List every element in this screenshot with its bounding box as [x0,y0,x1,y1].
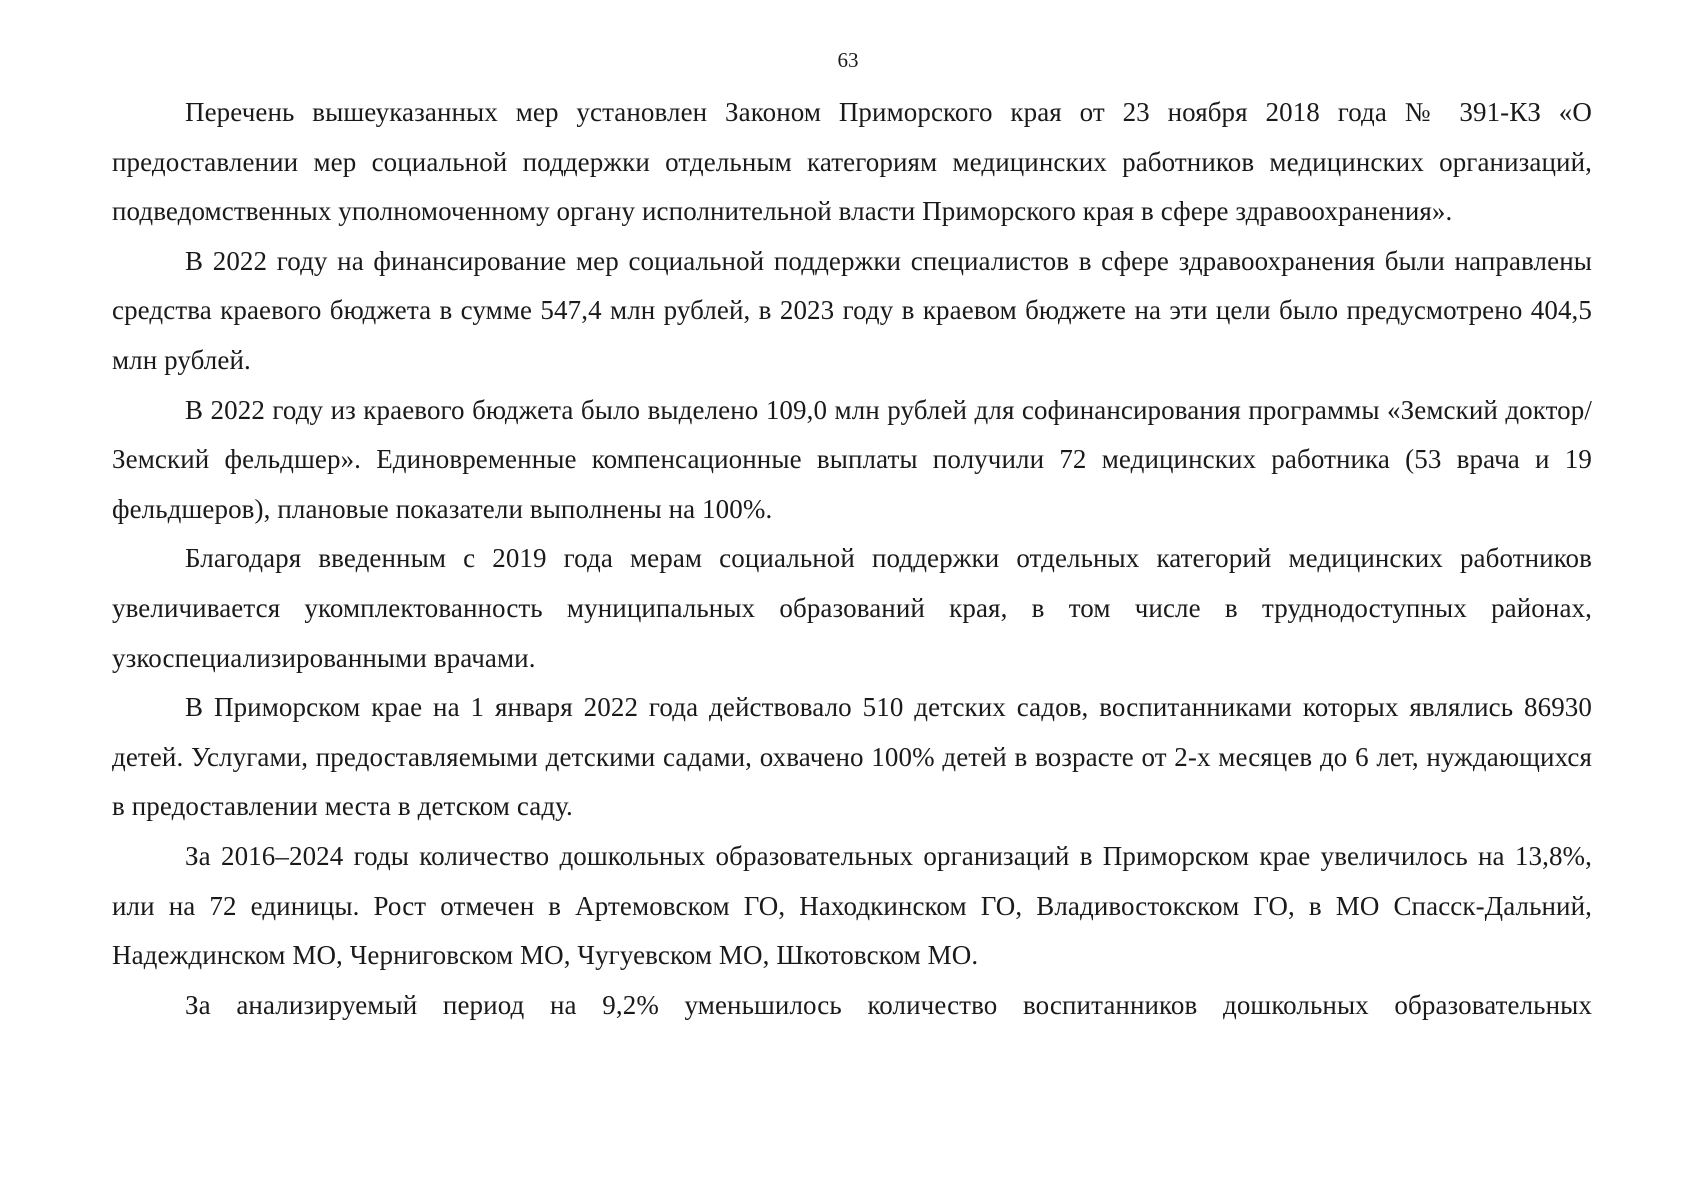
document-body [112,88,1592,1030]
paragraph: В Приморском крае на 1 января 2022 года действовало 510 детских садов, воспитанниками которых являлись 86930 детей. Услугами, предоставляемыми детскими садами, охвачено 100% детей в возрасте от 2-х месяцев до 6 лет, нуждающихся в предоставлении места в детском саду. [112,692,1592,822]
paragraph: Перечень вышеуказанных мер установлен Законом Приморского края от 23 ноября 2018 года № 391-КЗ «О предоставлении мер социальной поддержки отдельным категориям медицинских работников медицинских организаций, подведомственных уполномоченному органу исполнительной власти Приморского края в сфере здравоохранения». [112,97,1592,227]
paragraph-continued: За анализируемый период на 9,2% уменьшилось количество воспитанников дошкольных образовательных [185,989,1592,1020]
paragraph: Благодаря введенным с 2019 года мерам социальной поддержки отдельных категорий медицинских работников увеличивается укомплектованность муниципальных образований края, в том числе в труднодоступных районах, узкоспециализированными врачами. [112,543,1592,673]
paragraph: За 2016–2024 годы количество дошкольных образовательных организаций в Приморском крае увеличилось на 13,8%, или на 72 единицы. Рост отмечен в Артемовском ГО, Находкинском ГО, Владивостокском ГО, в МО Спасск-Дальний, Надеждинском МО, Черниговском МО, Чугуевском МО, Шкотовском МО. [112,840,1592,971]
paragraph: В 2022 году из краевого бюджета было выделено 109,0 млн рублей для софинансирования программы «Земский доктор/Земский фельдшер». Единовременные компенсационные выплаты получили 72 медицинских работника (53 врача и 19 фельдшеров), плановые показатели выполнены на 100%. [112,394,1592,524]
paragraph: В 2022 году на финансирование мер социальной поддержки специалистов в сфере здравоохранения были направлены средства краевого бюджета в сумме 547,4 млн рублей, в 2023 году в краевом бюджете на эти цели было предусмотрено 404,5 млн рублей. [112,245,1592,375]
page-number: 63 [837,48,859,72]
